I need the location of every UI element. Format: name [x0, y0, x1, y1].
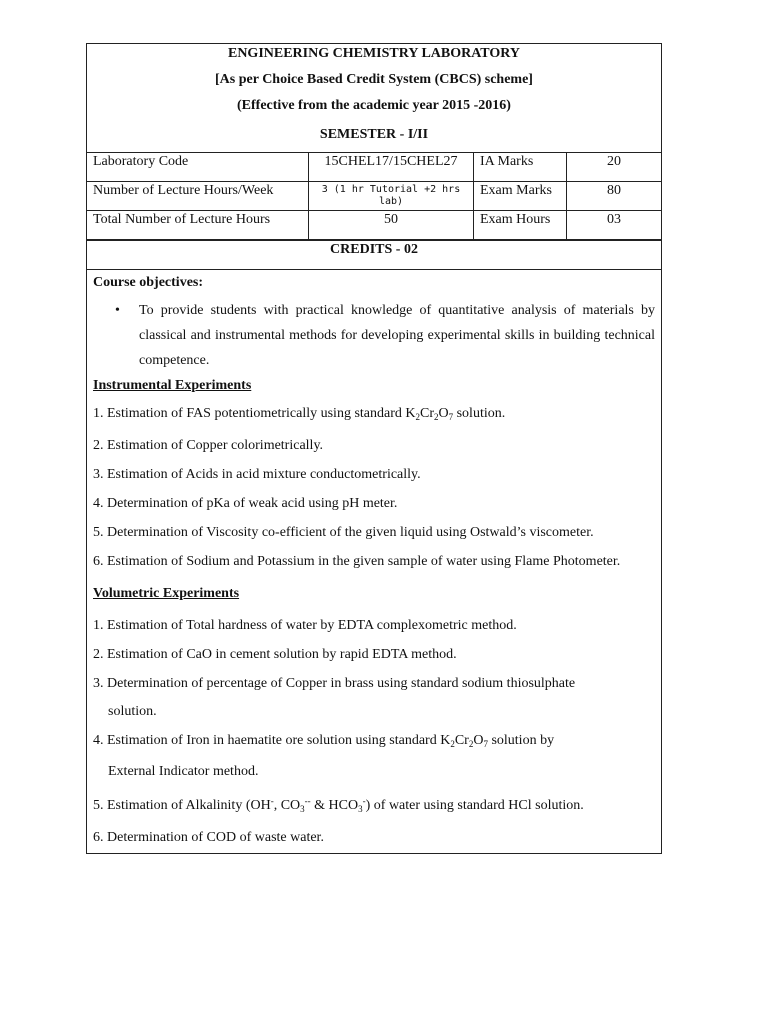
list-item: 1. Estimation of FAS potentiometrically using standard $K_2Cr_2O_7$ solution.	[93, 406, 506, 422]
volumetric-title: Volumetric Experiments	[93, 586, 240, 601]
effective-line: (Effective from the academic year 2015 -2016)	[237, 98, 511, 113]
list-item: 3. Estimation of Acids in acid mixture conductometrically.	[93, 467, 421, 482]
list-item-continuation: solution.	[108, 704, 157, 719]
course-info-table	[87, 153, 661, 240]
list-item: 5. Determination of Viscosity co-efficient of the given liquid using Ostwald’s viscometer.	[93, 525, 594, 540]
scheme-line: [As per Choice Based Credit System (CBCS) scheme]	[215, 72, 533, 87]
list-item: 6. Estimation of Sodium and Potassium in the given sample of water using Flame Photometer.	[93, 554, 621, 569]
info-value: 50	[309, 211, 474, 240]
table-row	[87, 211, 661, 240]
instrumental-title: Instrumental Experiments	[93, 378, 252, 393]
syllabus-header	[87, 44, 661, 153]
info-label: Total Number of Lecture Hours	[87, 211, 309, 240]
list-item: 2. Estimation of Copper colorimetrically.	[93, 438, 324, 453]
syllabus-frame	[86, 43, 662, 854]
info-label: Laboratory Code	[87, 153, 309, 182]
info-label: Number of Lecture Hours/Week	[87, 182, 309, 211]
objective-item	[93, 298, 655, 375]
list-item-continuation: External Indicator method.	[108, 764, 259, 779]
table-row	[87, 153, 661, 182]
syllabus-body	[87, 270, 661, 853]
objective-text: To provide students with practical knowledge of quantitative analysis of materials by classical and instrumental methods for developing experimental skills in building technical competence.	[139, 303, 655, 368]
objectives-title: Course objectives:	[93, 275, 204, 290]
info-value: 15CHEL17/15CHEL27	[309, 153, 474, 182]
list-item: 3. Determination of percentage of Copper in brass using standard sodium thiosulphate	[93, 676, 576, 691]
course-title: ENGINEERING CHEMISTRY LABORATORY	[227, 46, 521, 61]
info-value	[309, 182, 474, 211]
info-label: Exam Hours	[474, 211, 567, 240]
semester-line: SEMESTER - I/II	[319, 127, 429, 142]
info-value: 03	[567, 211, 662, 240]
list-item: 5. Estimation of Alkalinity (OH-, $CO_3^{--}$ & $HCO_3^-$) of water using standard HCl solution.	[93, 796, 584, 814]
info-label: Exam Marks	[474, 182, 567, 211]
info-label: IA Marks	[474, 153, 567, 182]
list-item: 4. Determination of pKa of weak acid using pH meter.	[93, 496, 398, 511]
bullet-icon: •	[115, 303, 120, 318]
info-value: 80	[567, 182, 662, 211]
lecture-hours-value: 3 (1 hr Tutorial +2 hrs lab)	[321, 184, 461, 207]
list-item: 2. Estimation of CaO in cement solution by rapid EDTA method.	[93, 647, 457, 662]
table-row	[87, 182, 661, 211]
list-item: 4. Estimation of Iron in haematite ore solution using standard $K_2Cr_2O_7$ solution by	[93, 733, 555, 749]
list-item: 6. Determination of COD of waste water.	[93, 830, 324, 845]
list-item: 1. Estimation of Total hardness of water by EDTA complexometric method.	[93, 618, 517, 633]
info-value: 20	[567, 153, 662, 182]
credits-row: CREDITS - 02	[87, 240, 661, 270]
